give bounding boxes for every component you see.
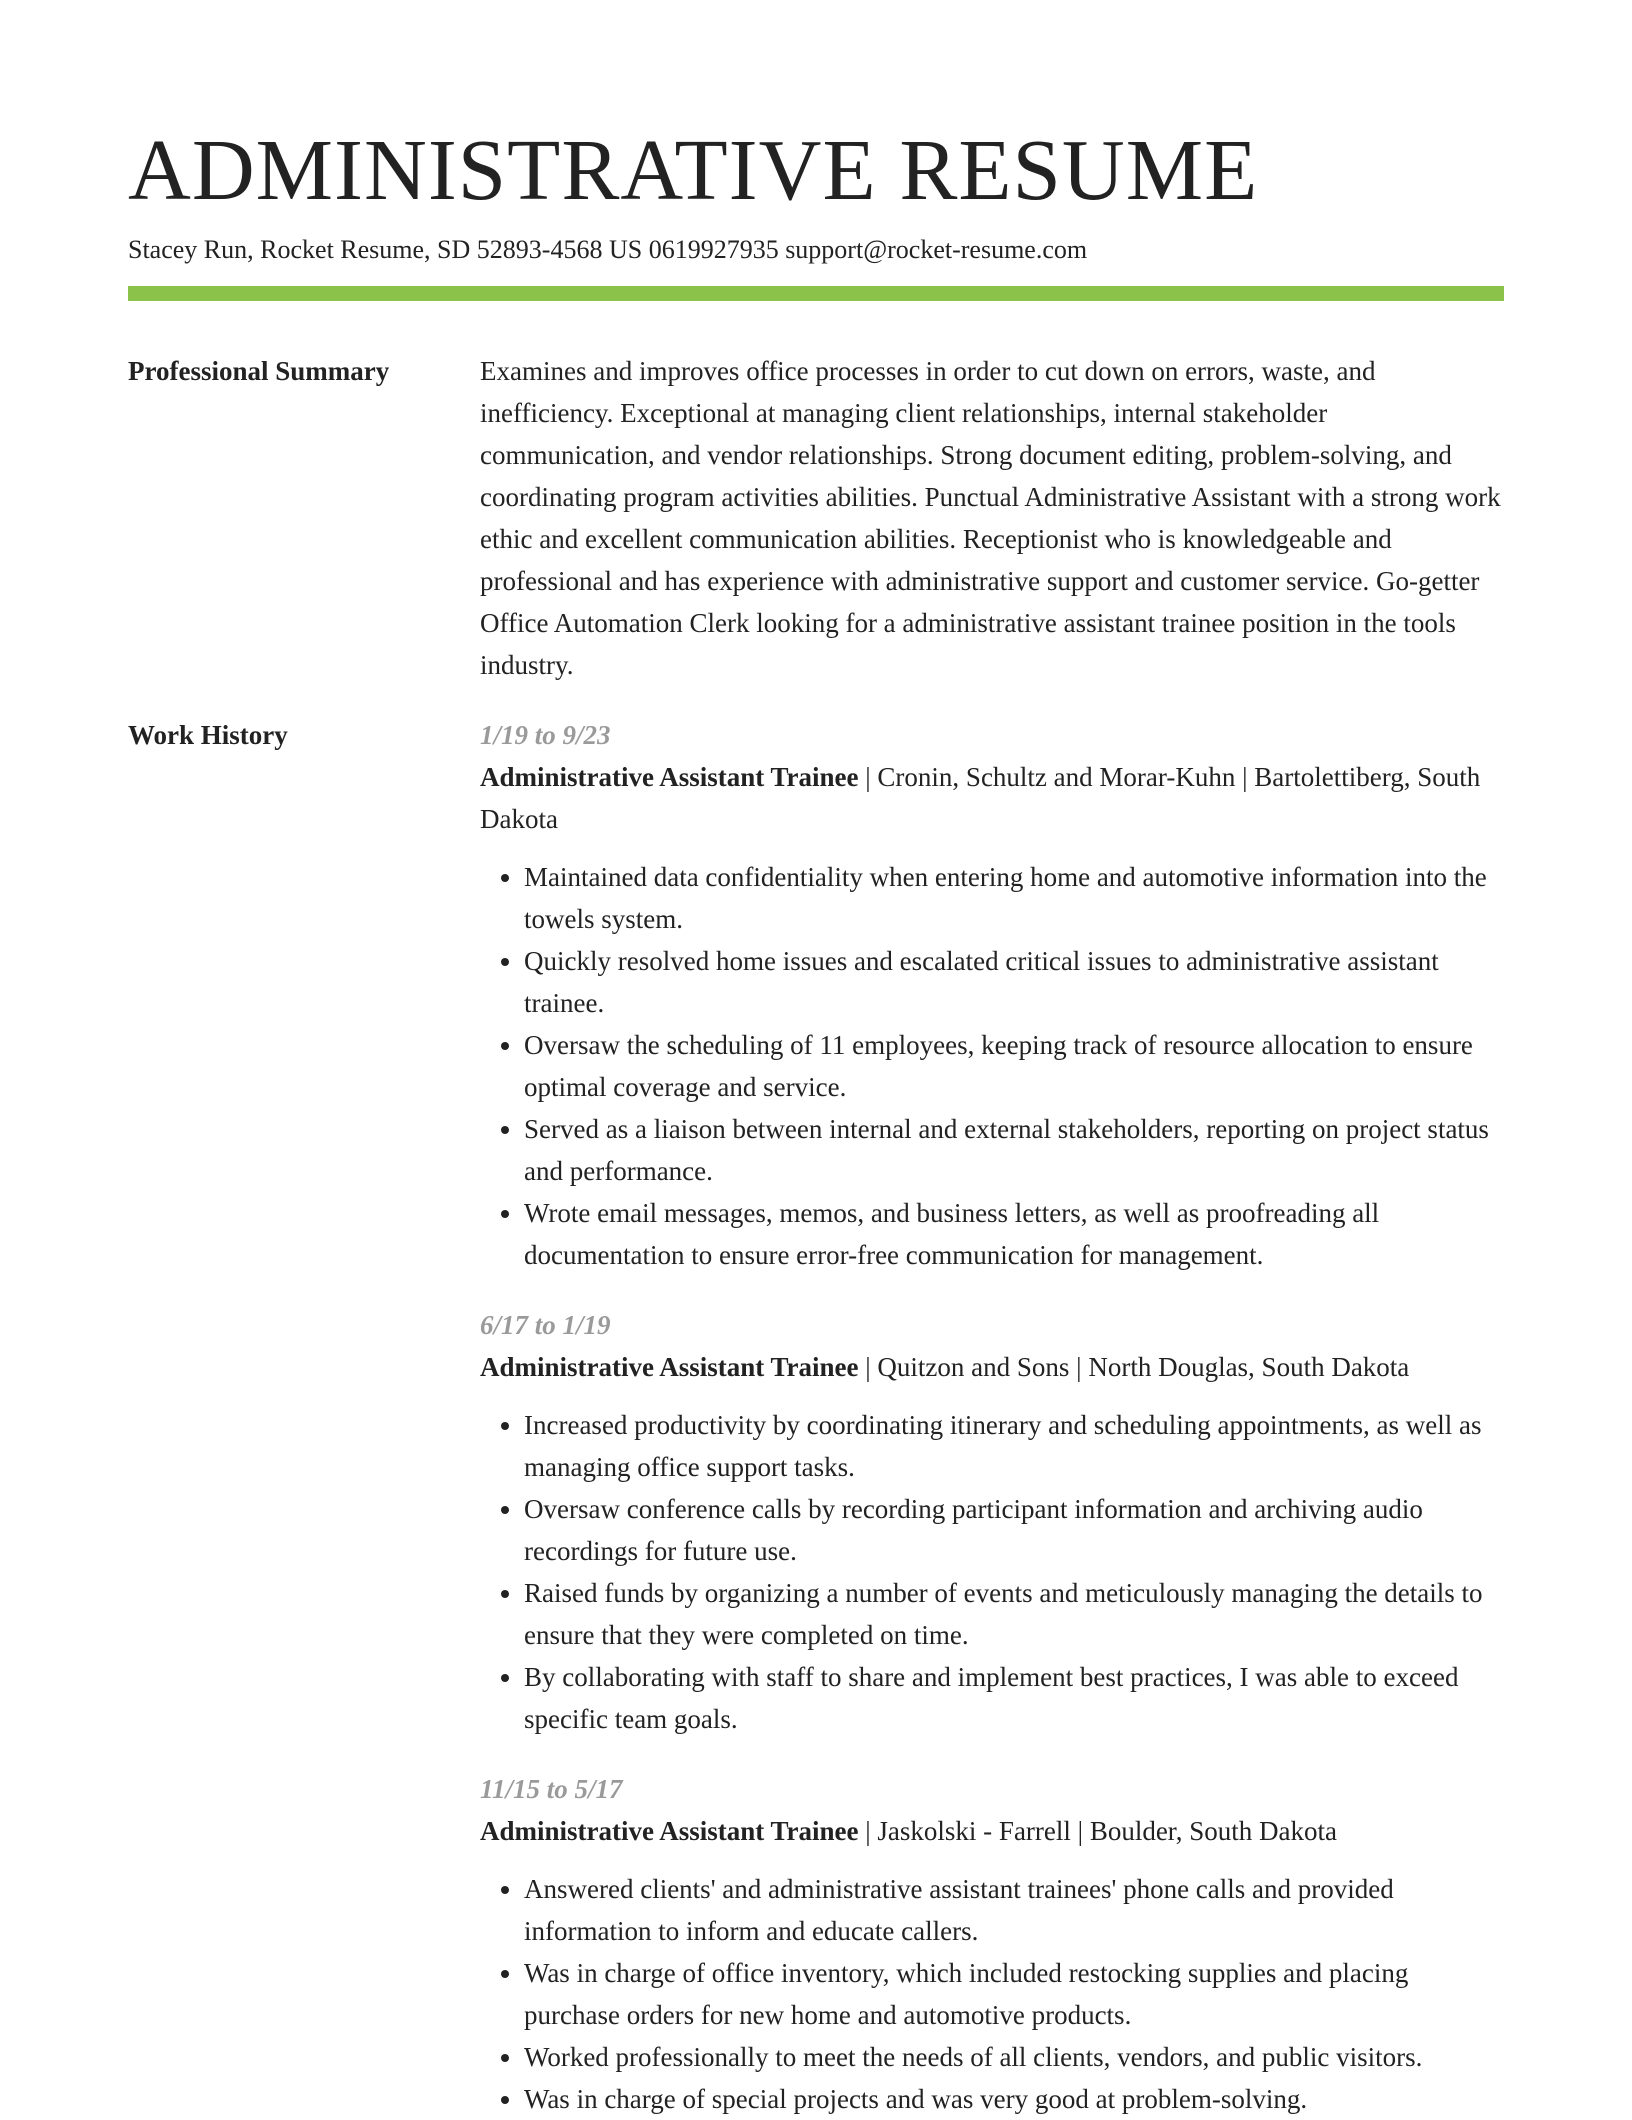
job-company: | Cronin, Schultz and Morar-Kuhn [859,762,1236,792]
job-entry [480,1304,1504,1740]
contact-line [128,232,1087,268]
job-bullet: • Oversaw conference calls by recording participant information and archiving audio recordings for future use. [524,1488,1504,1572]
resume-title: ADMINISTRATIVE RESUME [128,121,1259,218]
job-location: | Bartolettiberg, South Dakota [480,762,1480,834]
job-title: Administrative Assistant Trainee [480,1352,859,1382]
work-history-heading: Work History [128,720,288,750]
summary-text: Examines and improves office processes in order to cut down on errors, waste, and inefficiency. Exceptional at managing client relationships, internal stakeholder communication, and vendor relationships. Strong document editing, problem-solving, and coordinating program activities abilities. Punctual Administrative Assistant with a strong work ethic and excellent communication abilities. Receptionist who is knowledgeable and professional and has experience with administrative support and customer service. Go-getter Office Automation Clerk looking for a administrative assistant trainee position in the tools industry. [480,356,1501,680]
job-location: | North Douglas, South Dakota [1069,1352,1409,1382]
job-company: | Jaskolski - Farrell [859,1816,1071,1846]
job-bullet: • Oversaw the scheduling of 11 employees, keeping track of resource allocation to ensure optimal coverage and service. [524,1024,1504,1108]
job-dates: 11/15 to 5/17 [480,1774,623,1804]
job-bullet: • Worked professionally to meet the needs of all clients, vendors, and public visitors. [524,2036,1504,2078]
work-history-body [480,714,1504,2120]
job-location: | Boulder, South Dakota [1071,1816,1337,1846]
job-company: | Quitzon and Sons [859,1352,1070,1382]
job-entry [480,1768,1504,2120]
job-header [480,1346,1504,1388]
job-dates: 6/17 to 1/19 [480,1310,611,1340]
job-entry [480,714,1504,1276]
header-divider [128,286,1504,301]
job-bullet: • Wrote email messages, memos, and business letters, as well as proofreading all documentation to ensure error-free communication for management. [524,1192,1504,1276]
contact-address: Stacey Run, Rocket Resume, SD 52893-4568 US [128,235,643,264]
job-bullet: • Maintained data confidentiality when entering home and automotive information into the towels system. [524,856,1504,940]
job-bullet: • Answered clients' and administrative assistant trainees' phone calls and provided information to inform and educate callers. [524,1868,1504,1952]
job-bullet: • By collaborating with staff to share and implement best practices, I was able to exceed specific team goals. [524,1656,1504,1740]
summary-section [128,350,1504,686]
job-bullet: • Quickly resolved home issues and escalated critical issues to administrative assistant trainee. [524,940,1504,1024]
job-dates: 1/19 to 9/23 [480,720,611,750]
job-header [480,756,1504,840]
job-bullet-list [480,856,1504,1276]
resume-content [128,350,1504,2120]
job-title: Administrative Assistant Trainee [480,762,859,792]
job-bullet: • Increased productivity by coordinating itinerary and scheduling appointments, as well as managing office support tasks. [524,1404,1504,1488]
job-bullet: • Was in charge of office inventory, which included restocking supplies and placing purchase orders for new home and automotive products. [524,1952,1504,2036]
job-bullet: • Was in charge of special projects and was very good at problem-solving. [524,2078,1504,2120]
contact-email: support@rocket-resume.com [785,235,1088,264]
job-bullet: • Served as a liaison between internal and external stakeholders, reporting on project status and performance. [524,1108,1504,1192]
work-history-section [128,714,1504,2120]
job-bullet: • Raised funds by organizing a number of events and meticulously managing the details to ensure that they were completed on time. [524,1572,1504,1656]
job-bullet-list [480,1404,1504,1740]
job-header [480,1810,1504,1852]
contact-phone: 0619927935 [648,235,779,264]
job-bullet-list [480,1868,1504,2120]
summary-body [480,350,1504,686]
summary-heading: Professional Summary [128,356,390,386]
job-title: Administrative Assistant Trainee [480,1816,859,1846]
